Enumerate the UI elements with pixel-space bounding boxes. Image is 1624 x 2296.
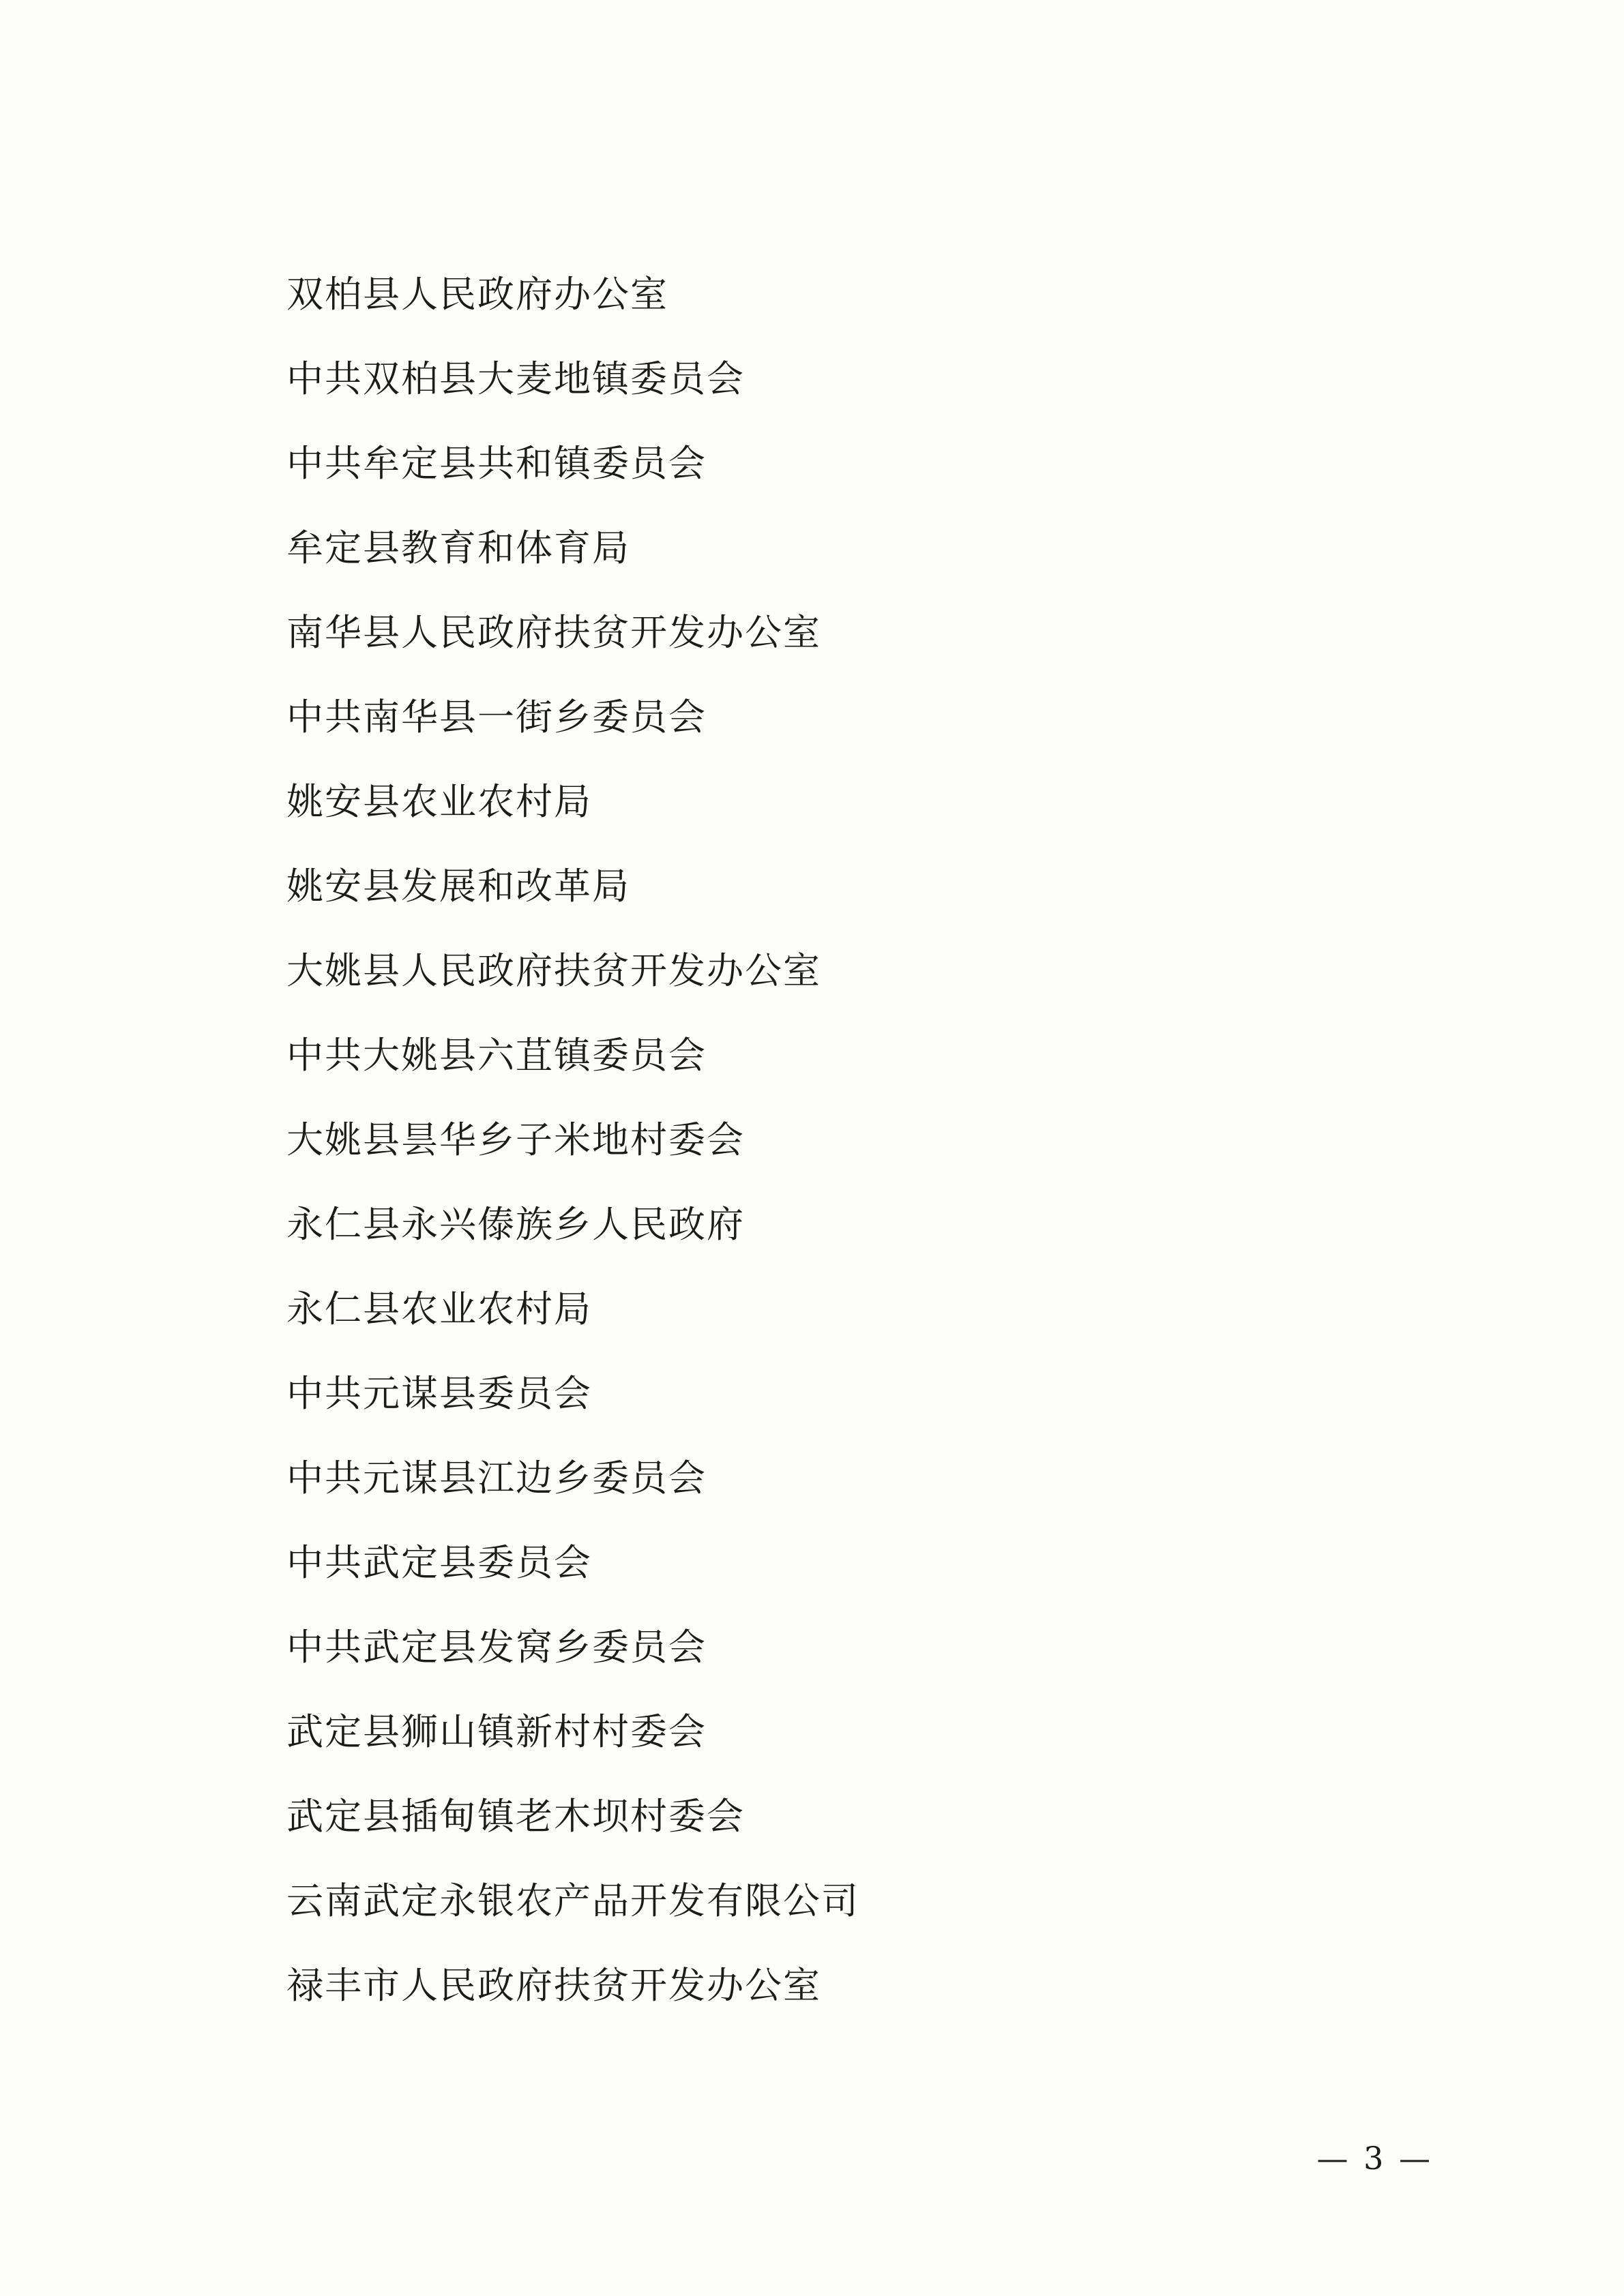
list-item: 中共武定县委员会	[286, 1541, 592, 1584]
organization-list	[286, 252, 1350, 2028]
list-item: 中共牟定县共和镇委员会	[286, 442, 707, 485]
list-item: 姚安县发展和改革局	[286, 865, 630, 908]
list-item: 永仁县永兴傣族乡人民政府	[286, 1203, 745, 1246]
list-item: 中共双柏县大麦地镇委员会	[286, 357, 745, 400]
list-item: 中共元谋县江边乡委员会	[286, 1457, 707, 1500]
list-item: 中共武定县发窝乡委员会	[286, 1626, 707, 1669]
list-item: 永仁县农业农村局	[286, 1287, 592, 1330]
list-item: 武定县狮山镇新村村委会	[286, 1710, 707, 1753]
list-item: 姚安县农业农村局	[286, 780, 592, 823]
list-item: 禄丰市人民政府扶贫开发办公室	[286, 1964, 821, 2007]
list-item: 双柏县人民政府办公室	[286, 273, 668, 316]
list-item: 大姚县昙华乡子米地村委会	[286, 1118, 745, 1161]
list-item: 中共南华县一街乡委员会	[286, 696, 707, 739]
entry-list-container	[286, 252, 1350, 2028]
list-item: 南华县人民政府扶贫开发办公室	[286, 611, 821, 654]
list-item: 云南武定永银农产品开发有限公司	[286, 1879, 859, 1922]
list-item: 大姚县人民政府扶贫开发办公室	[286, 949, 821, 992]
list-item: 武定县插甸镇老木坝村委会	[286, 1795, 745, 1838]
list-item: 中共大姚县六苴镇委员会	[286, 1034, 707, 1077]
page-number: — 3 —	[1316, 2140, 1433, 2177]
list-item: 中共元谋县委员会	[286, 1372, 592, 1415]
list-item: 牟定县教育和体育局	[286, 526, 630, 569]
